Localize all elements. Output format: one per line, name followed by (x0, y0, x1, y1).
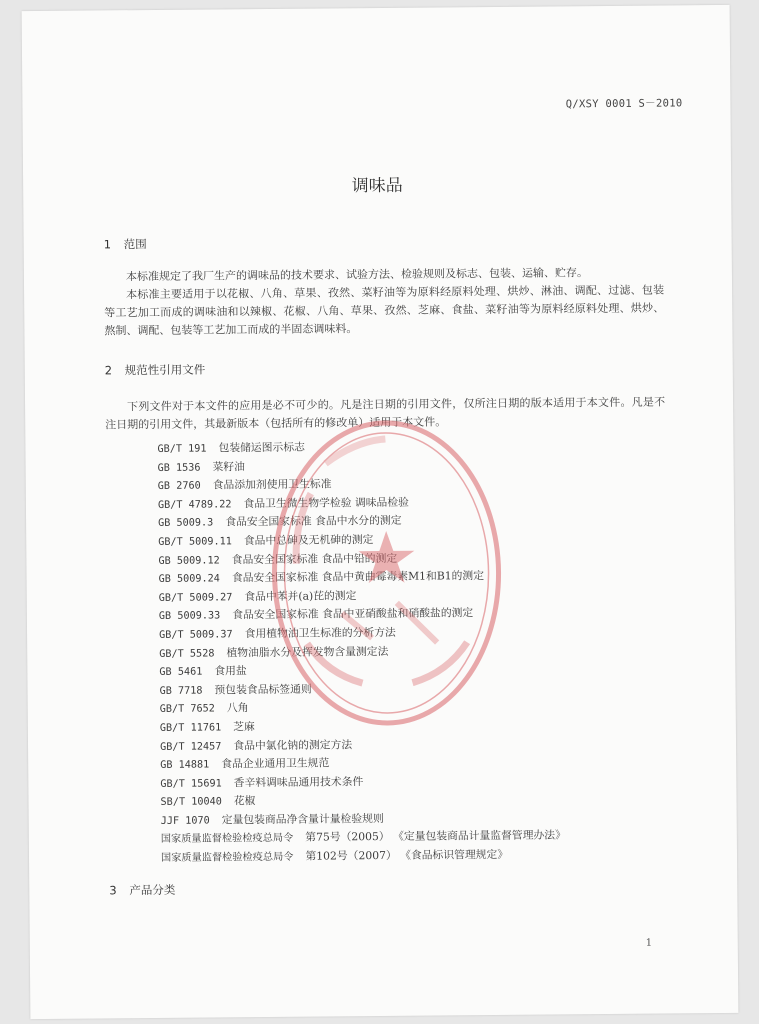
reference-code: GB 5461 (159, 666, 203, 679)
section-title: 范围 (123, 237, 147, 252)
reference-title: 食用盐 (214, 664, 247, 678)
reference-title: 芝麻 (233, 720, 255, 734)
reference-code: GB/T 5009.27 (158, 592, 233, 604)
reference-title: 包装储运图示标志 (218, 440, 305, 455)
reference-code: GB 14881 (160, 759, 210, 772)
reference-title: 食品企业通用卫生规范 (221, 756, 330, 771)
reference-title: 食品中总砷及无机砷的测定 (243, 533, 374, 548)
section-heading-3 (109, 882, 175, 899)
reference-title: 定量包装商品净含量计量检验规则 (221, 811, 384, 827)
reference-title: 第75号（2005） 《定量包装商品计量监督管理办法》 (305, 828, 566, 845)
document-page (22, 5, 739, 1019)
scope-paragraph-1: 本标准规定了我厂生产的调味品的技术要求、试验方法、检验规则及标志、包装、运输、贮存。 (125, 266, 588, 284)
reference-code: GB/T 5009.37 (159, 629, 233, 641)
reference-code: 国家质量监督检验检疫总局令 (160, 833, 294, 846)
reference-code: GB/T 12457 (159, 740, 222, 753)
section-number: 3 (109, 883, 117, 898)
reference-code: 国家质量监督检验检疫总局令 (160, 851, 294, 864)
section-title: 规范性引用文件 (124, 362, 206, 378)
section-number: 2 (104, 363, 113, 378)
reference-code: GB/T 11761 (159, 722, 222, 734)
section-heading-1 (104, 236, 147, 252)
reference-title: 食品卫生微生物学检验 调味品检验 (243, 495, 409, 510)
reference-title: 预包装食品标签通则 (214, 682, 312, 697)
reference-code: GB/T 5528 (159, 647, 215, 660)
document-title: 调味品 (351, 175, 403, 197)
reference-title: 食品安全国家标准 食品中黄曲霉毒素M1和B1的测定 (231, 569, 485, 585)
reference-code: GB 2760 (157, 480, 201, 493)
scope-paragraph-2: 本标准主要适用于以花椒、八角、草果、孜然、菜籽油等为原料经原料处理、烘炒、淋油、调配、过滤、包装等工艺加工而成的调味油和以辣椒、花椒、八角、草果、孜然、芝麻、食盐、菜籽油等为原料经原料处理、烘炒、熬制、调配、包装等工艺加工而成的半固态调味料。 (104, 283, 665, 338)
reference-code: GB 7718 (159, 685, 203, 697)
section-heading-2 (105, 362, 206, 379)
reference-code: GB/T 7652 (159, 703, 215, 716)
section-title: 产品分类 (129, 882, 176, 898)
reference-code: GB/T 4789.22 (157, 499, 232, 511)
reference-title: 花椒 (233, 794, 256, 808)
reference-code: GB/T 5009.11 (158, 536, 232, 548)
references-intro: 下列文件对于本文件的应用是必不可少的。凡是注日期的引用文件，仅所注日期的版本适用于本文件。凡是不注日期的引用文件，其最新版本（包括所有的修改单）适用于本文件。 (105, 395, 666, 432)
reference-code: SB/T 10040 (160, 796, 222, 809)
reference-title: 食品中苯并(a)芘的测定 (244, 588, 357, 603)
reference-item (161, 844, 681, 867)
reference-title: 八角 (226, 701, 249, 715)
reference-title: 香辛料调味品通用技术条件 (233, 774, 364, 789)
reference-code: GB 5009.24 (158, 573, 220, 586)
reference-title: 食品安全国家标准 食品中铅的测定 (231, 551, 398, 566)
reference-title: 食用植物油卫生标准的分析方法 (244, 625, 396, 641)
document-code: Q/XSY 0001 S－2010 (565, 97, 683, 111)
reference-title: 第102号（2007） 《食品标识管理规定》 (305, 847, 509, 863)
reference-code: JJF 1070 (160, 815, 210, 827)
reference-title: 食品添加剂使用卫生标准 (212, 477, 332, 492)
reference-code: GB 5009.3 (158, 517, 214, 530)
reference-code: GB 1536 (157, 462, 201, 474)
reference-title: 菜籽油 (212, 459, 245, 474)
section-number: 1 (103, 237, 112, 252)
references-list (157, 435, 681, 867)
reference-title: 食品安全国家标准 食品中水分的测定 (225, 514, 402, 529)
page-number: 1 (645, 937, 653, 949)
reference-title: 植物油脂水分及挥发物含量测定法 (226, 644, 389, 659)
reference-code: GB 5009.33 (158, 610, 221, 623)
reference-code: GB/T 191 (157, 443, 207, 455)
reference-title: 食品中氯化钠的测定方法 (233, 737, 353, 752)
reference-title: 食品安全国家标准 食品中亚硝酸盐和硝酸盐的测定 (232, 606, 474, 622)
reference-code: GB 5009.12 (158, 554, 220, 567)
reference-code: GB/T 15691 (160, 778, 222, 790)
